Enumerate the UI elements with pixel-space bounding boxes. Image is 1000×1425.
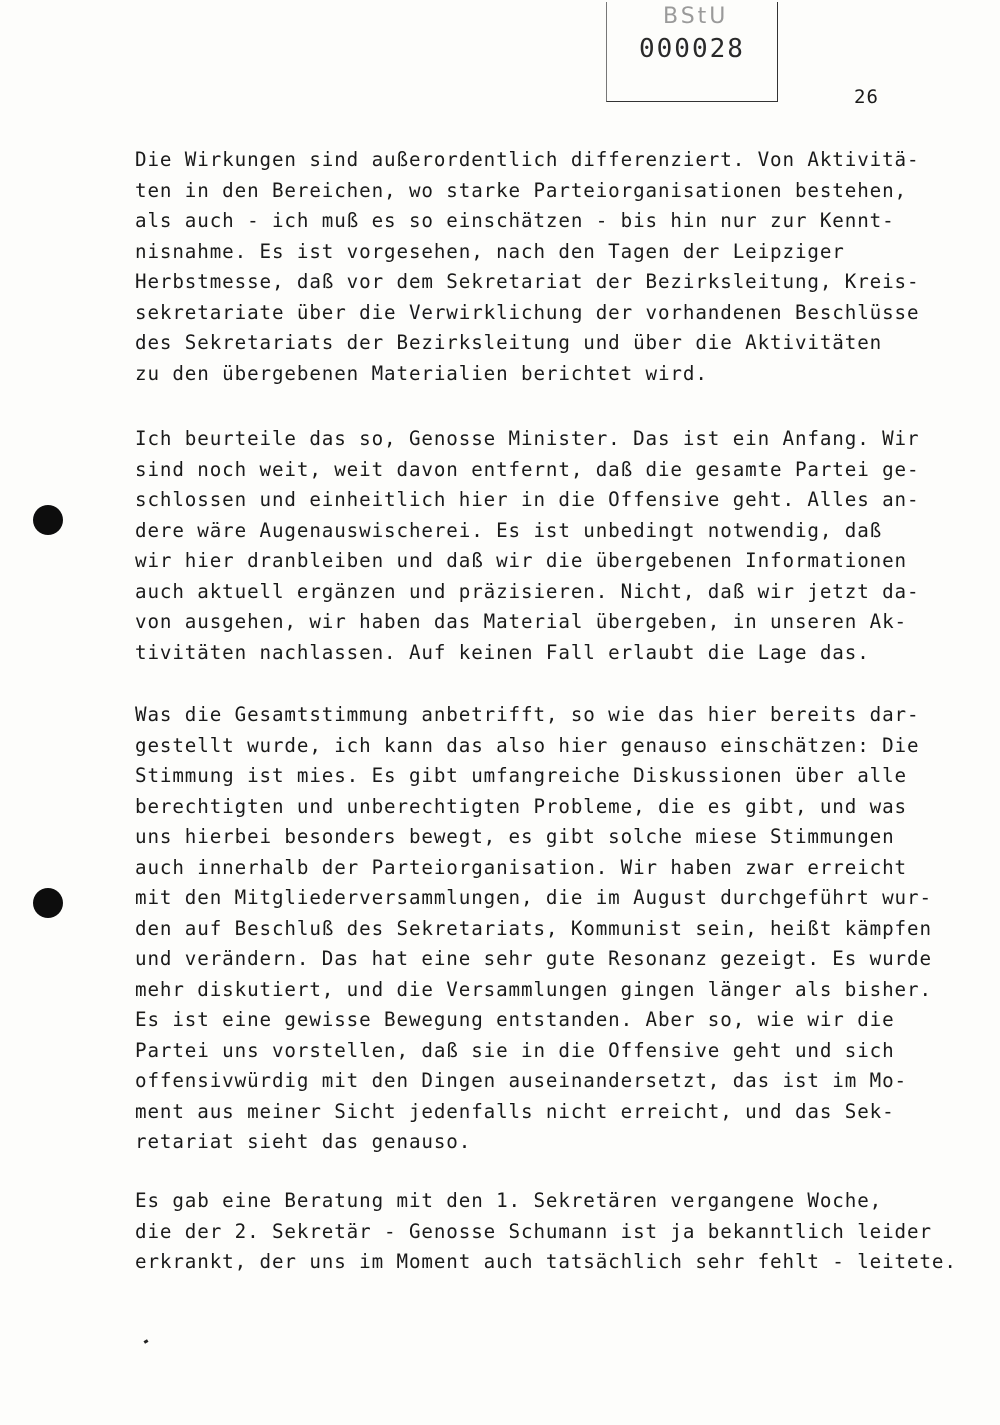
text-line: mit den Mitgliederversammlungen, die im August durchgeführt wur- (135, 886, 932, 909)
text-line: des Sekretariats der Bezirksleitung und über die Aktivitäten (135, 331, 883, 354)
text-line: retariat sieht das genauso. (135, 1130, 472, 1153)
text-line: berechtigten und unberechtigten Probleme, die es gibt, und was (135, 794, 908, 818)
text-line: mehr diskutiert, und die Versammlungen gingen länger als bisher. (135, 977, 932, 1001)
text-line: Partei uns vorstellen, daß sie in die Offensive geht und sich (135, 1038, 895, 1062)
paragraph-4 (135, 1186, 957, 1278)
text-line: dere wäre Augenauswischerei. Es ist unbedingt notwendig, daß (135, 518, 883, 542)
text-line: sind noch weit, weit davon entfernt, daß die gesamte Partei ge- (135, 457, 920, 481)
archive-stamp-label: BStU (663, 4, 729, 29)
text-line: auch innerhalb der Parteiorganisation. Wir haben zwar erreicht (135, 855, 908, 879)
text-line: Was die Gesamtstimmung anbetrifft, so wie das hier bereits dar- (135, 703, 920, 726)
text-line: ment aus meiner Sicht jedenfalls nicht erreicht, und das Sek- (135, 1099, 895, 1123)
punch-hole-icon (33, 888, 63, 918)
text-line: Herbstmesse, daß vor dem Sekretariat der Bezirksleitung, Kreis- (135, 270, 920, 293)
text-line: als auch - ich muß es so einschätzen - bis hin nur zur Kennt- (135, 209, 895, 232)
text-line: ten in den Bereichen, wo starke Parteiorganisationen bestehen, (135, 178, 908, 202)
text-line: zu den übergebenen Materialien berichtet wird. (135, 361, 708, 385)
text-line: Stimmung ist mies. Es gibt umfangreiche Diskussionen über alle (135, 764, 908, 787)
text-line: Ich beurteile das so, Genosse Minister. Das ist ein Anfang. Wir (135, 427, 920, 450)
paragraph-2 (135, 424, 935, 668)
text-line: uns hierbei besonders bewegt, es gibt solche miese Stimmungen (135, 825, 895, 848)
text-line: die der 2. Sekretär - Genosse Schumann ist ja bekanntlich leider (135, 1219, 932, 1243)
page-number: 26 (854, 86, 879, 108)
paragraph-1 (135, 145, 935, 389)
text-line: sekretariate über die Verwirklichung der vorhandenen Beschlüsse (135, 300, 920, 324)
text-line: wir hier dranbleiben und daß wir die übergebenen Informationen (135, 549, 908, 572)
text-line: den auf Beschluß des Sekretariats, Kommunist sein, heißt kämpfen (135, 916, 932, 940)
archive-stamp (606, 2, 778, 102)
text-line: nisnahme. Es ist vorgesehen, nach den Tagen der Leipziger (135, 239, 845, 263)
text-line: Die Wirkungen sind außerordentlich differenziert. Von Aktivitä- (135, 148, 920, 171)
text-line: von ausgehen, wir haben das Material übergeben, in unseren Ak- (135, 610, 908, 633)
text-line: und verändern. Das hat eine sehr gute Resonanz gezeigt. Es wurde (135, 947, 932, 970)
text-line: offensivwürdig mit den Dingen auseinandersetzt, das ist im Mo- (135, 1069, 908, 1092)
text-line: Es ist eine gewisse Bewegung entstanden. Aber so, wie wir die (135, 1008, 895, 1031)
text-line: gestellt wurde, ich kann das also hier genauso einschätzen: Die (135, 733, 920, 757)
text-line: tivitäten nachlassen. Auf keinen Fall erlaubt die Lage das. (135, 640, 870, 664)
text-line: Es gab eine Beratung mit den 1. Sekretären vergangene Woche, (135, 1189, 883, 1212)
paragraph-3 (135, 700, 935, 1158)
punch-hole-icon (33, 505, 63, 535)
text-line: erkrankt, der uns im Moment auch tatsächlich sehr fehlt - leitete. (135, 1250, 957, 1273)
text-line: schlossen und einheitlich hier in die Offensive geht. Alles an- (135, 488, 920, 511)
text-line: auch aktuell ergänzen und präzisieren. Nicht, daß wir jetzt da- (135, 579, 920, 603)
archive-stamp-number: 000028 (639, 34, 745, 64)
ink-speck (144, 1339, 149, 1344)
